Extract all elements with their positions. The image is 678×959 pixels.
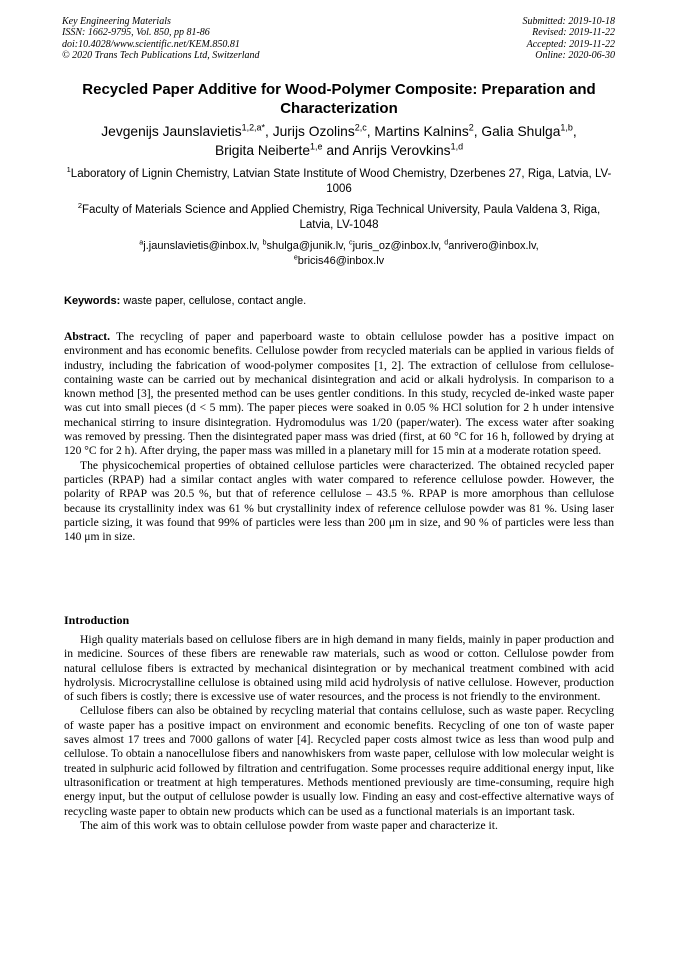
- email-address: j.jaunslavietis@inbox.lv: [143, 240, 257, 252]
- email-list: $^a$j.jaunslavietis@inbox.lv, $^b$shulga@junik.lv, $^c$juris_oz@inbox.lv, $^d$anrivero@inbox.lv, $^e$bricis46@inbox.lv: [139, 238, 539, 267]
- journal-name: Key Engineering Materials: [62, 16, 171, 27]
- author-name: Brigita Neiberte: [214, 143, 311, 158]
- journal-doi: doi:10.4028/www.scientific.net/KEM.850.81: [62, 38, 240, 50]
- intro-paragraph: High quality materials based on cellulose fibers are in high demand in many fields, mainly in paper production and in medicine. Sources of these fibers are renewable raw materials, such as wood or cotton. Cellulose powder from natural cellulose fibers is extracted by mechanical disintegration or by mechanical treatment combined with acid hydrolysis. Microcrystalline cellulose is obtained using mild acid hydrolysis of native cellulose. However, production of such fibers is costly; there is excessive use of water resources, and the process is not friendly to the environment.: [64, 633, 614, 704]
- intro-paragraph: Cellulose fibers can also be obtained by recycling material that contains cellulose, such as waste paper. Recycling of waste paper has a positive impact on environment and economic benefits. Recycling of one ton of waste paper saves almost 17 trees and 7000 gallons of water [4]. Recycled paper costs almost twice as less than wood pulp and cellulose. To obtain a nanocellulose fibers and nanowhiskers from waste paper, cellulose with low molecular weight is treated in sulphuric acid followed by filtration and centrifugation. Some processes require additional energy input, like ultrasonification or treatment at high temperatures. Methods mentioned previously are time-consuming, require high energy input, but the output of cellulose powder is usually low. Finding an easy and cost-effective alternative ways of recycling waste paper to obtain new products which can be used as a functional materials is an important task.: [64, 704, 615, 818]
- author-affiliation-mark: 1,2,a*: [241, 122, 266, 133]
- affiliation-2: [60, 203, 618, 233]
- abstract-paragraph: The physicochemical properties of obtained cellulose particles were characterized. The obtained recycled paper particles (RPAP) had a similar contact angles with water compared to reference cellulose powder. However, the polarity of RPAP was 20.5 %, but that of reference cellulose – 43.5 %. RPAP is more amorphous than cellulose because its crystallinity index was 61 % but crystallinity index of reference cellulose powder was 81 %. Using laser particle sizing, it was found that 99% of particles were less than 200 μm in size, and 90 % of particles were less than 140 μm in size.: [64, 458, 614, 544]
- section-heading-introduction: Introduction: [64, 613, 130, 627]
- date-online: Online: 2020-06-30: [535, 49, 615, 61]
- author-affiliation-mark: 1,d: [450, 141, 464, 152]
- author-affiliation-mark: 1,e: [310, 141, 323, 152]
- abstract-label: Abstract.: [64, 330, 111, 343]
- date-revised: Revised: 2019-11-22: [532, 27, 615, 39]
- keywords-text: waste paper, cellulose, contact angle.: [120, 295, 307, 307]
- date-accepted: Accepted: 2019-11-22: [526, 38, 615, 50]
- affiliation-mark: 1: [66, 165, 71, 175]
- author-name: Galia Shulga: [481, 124, 561, 139]
- journal-info: [62, 16, 260, 61]
- affiliation-text: Faculty of Materials Science and Applied Chemistry, Riga Technical University, Paula Valdena 3, Riga, Latvia, LV-1048: [81, 204, 601, 231]
- author-name: Jevgenijs Jaunslavietis: [101, 124, 242, 139]
- affiliation-text: Laboratory of Lignin Chemistry, Latvian State Institute of Wood Chemistry, Dzerbenes 27, Riga, Latvia, LV-1006: [70, 168, 612, 195]
- publication-dates: [523, 16, 616, 61]
- affiliation-1: [60, 167, 618, 197]
- author-affiliation-mark: 1,b: [560, 122, 573, 133]
- author-name: Martins Kalnins: [374, 124, 469, 139]
- abstract: [64, 330, 614, 544]
- email-address: anrivero@inbox.lv: [448, 240, 536, 252]
- intro-paragraph: The aim of this work was to obtain cellulose powder from waste paper and characterize it.: [80, 818, 498, 832]
- author-name: Anrijs Verovkins: [352, 143, 451, 158]
- paper-title: Recycled Paper Additive for Wood-Polymer Composite: Preparation and Characterization: [82, 81, 596, 117]
- email-address: bricis46@inbox.lv: [297, 254, 385, 267]
- author-affiliation-mark: 2: [468, 122, 474, 133]
- author-name: Jurijs Ozolins: [272, 124, 355, 139]
- keywords-label: Keywords:: [64, 295, 121, 307]
- email-address: shulga@junik.lv: [266, 240, 343, 252]
- date-submitted: Submitted: 2019-10-18: [522, 16, 615, 27]
- keywords: [64, 294, 614, 308]
- abstract-paragraph: Abstract. The recycling of paper and paperboard waste to obtain cellulose powder has a positive impact on environment and has economic benefits. Cellulose powder from recycled materials can be applied in various fields of industry, including the fabrication of wood-polymer composites [1, 2]. The extraction of cellulose from cellulose-containing waste can be carried out by mechanical disintegration and acid or alkali hydrolysis. In comparison to a known method [3], the presented method can be uses gentler conditions. In this study, recycled de-inked waste paper was cut into small pieces (d < 5 mm). The paper pieces were soaked in 0.05 % HCl solution for 2 h under intensive mechanical stirring to insure disintegration. Hydromodulus was 1/20 (paper/water). The excess water after soaking was removed by pressing. Then the disintegrated paper mass was dried (first, at 60 °C for 16 h, followed by drying at 120 °C for 2 h). After drying, the paper mass was milled in a planetary mill for 15 min at a moderate rotation speed.: [64, 330, 614, 458]
- journal-issn: ISSN: 1662-9795, Vol. 850, pp 81-86: [62, 27, 210, 39]
- author-affiliation-mark: 2,c: [354, 122, 367, 133]
- journal-copyright: © 2020 Trans Tech Publications Ltd, Switzerland: [62, 49, 260, 61]
- introduction-body: [64, 633, 614, 833]
- author-list: Jevgenijs Jaunslavietis$^{1,2,a*}$, Jurijs Ozolins$^{2,c}$, Martins Kalnins$^2$, Galia Shulga$^{1,b}$, Brigita Neiberte$^{1,e}$ and Anrijs Verovkins$^{1,d}$: [101, 122, 577, 158]
- email-address: juris_oz@inbox.lv: [352, 240, 439, 252]
- affiliation-mark: 2: [77, 201, 82, 211]
